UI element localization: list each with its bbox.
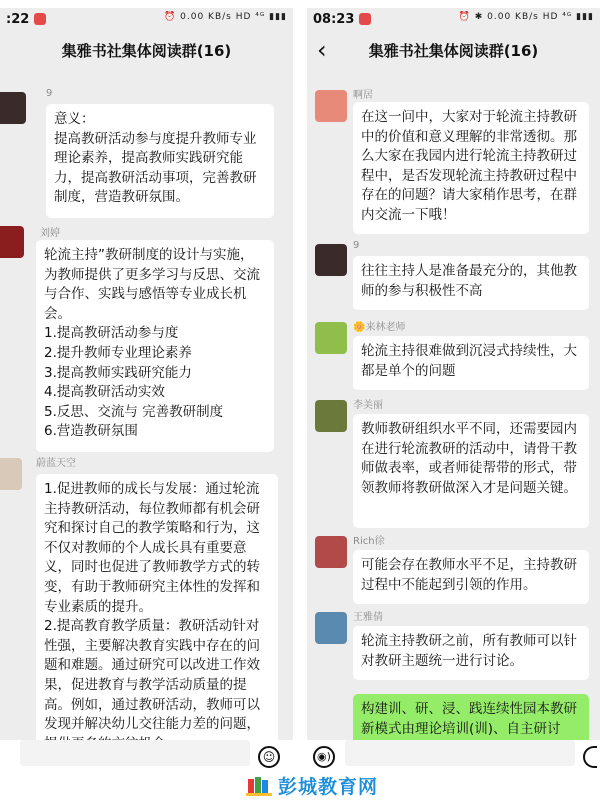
emoji-icon[interactable]: ☺ <box>258 746 280 768</box>
left-chat-screen <box>0 8 293 744</box>
sender-name: 🌼来林老师 <box>353 322 406 333</box>
avatar[interactable] <box>0 92 26 124</box>
avatar[interactable] <box>0 226 24 258</box>
status-bar <box>0 8 293 30</box>
message-bubble[interactable]: 轮流主持”教研制度的设计与实施，为教师提供了更多学习与反思、交流与合作、实践与感悟等专业成长机会。 1.提高教研活动参与度 2.提升教师专业理论素养 3.提高教师实践研究能力 4.提高教研活动实效 5.反思、交流与 完善教研制度 6.营造教研氛围 <box>36 240 274 452</box>
message-bubble-self[interactable]: 构建训、研、浸、践连续性园本教研新模式由理论培训(训)、自主研讨 <box>353 694 589 758</box>
voice-icon[interactable]: ◉) <box>313 746 335 768</box>
message-bubble[interactable]: 教师教研组织水平不同，还需要园内在进行轮流教研的活动中，请骨干教师做表率，或者师徒帮带的形式，带领教师将教研做深入才是问题关键。 <box>353 414 589 528</box>
message-bubble[interactable]: 1.促进教师的成长与发展：通过轮流主持教研活动，每位教师都有机会研究和探讨自己的教学策略和行为，这不仅对教师的个人成长具有重要意义，同时也促进了教师教学方式的转变，有助于教师研究主体性的发挥和专业素质的提升。 2.提高教育教学质量：教研活动针对性强，主要解决教育实践中存在的问题和难题。通过研究可以改进工作效果，促进教育与教学活动质量的提高。例如，通过教研活动，教师可以发现并解决幼儿交往能力差的问题， <box>36 474 278 774</box>
back-arrow-icon[interactable]: ‹ <box>317 36 327 64</box>
notification-icon <box>359 13 371 25</box>
watermark-text: 彭城教育网 <box>278 776 379 798</box>
chat-title: 集雅书社集体阅读群(16) <box>368 41 539 60</box>
avatar[interactable] <box>0 458 22 490</box>
status-icons: ⏰ ✱ 0.00 KB/s HD ⁴ᴳ ▮▮▮ <box>458 12 594 22</box>
chat-title-bar <box>307 30 600 70</box>
message-bubble[interactable]: 轮流主持很难做到沉浸式持续性，大都是单个的问题 <box>353 336 589 390</box>
avatar[interactable] <box>315 90 347 122</box>
sender-name: 李美丽 <box>353 400 383 411</box>
status-time: :22 <box>6 11 30 27</box>
status-time: 08:23 <box>313 11 355 27</box>
sender-name: 啊居 <box>353 90 373 101</box>
avatar[interactable] <box>315 400 347 432</box>
sender-name: 王雅倩 <box>353 612 383 623</box>
sender-name: Rich徐 <box>353 536 385 547</box>
chat-title-bar <box>0 30 293 70</box>
avatar[interactable] <box>315 322 347 354</box>
message-bubble[interactable]: 往往主持人是准备最充分的，其他教师的参与积极性不高 <box>353 256 589 310</box>
watermark-logo <box>246 772 378 799</box>
chat-title: 集雅书社集体阅读群(16) <box>61 41 232 60</box>
message-bubble[interactable]: 轮流主持教研之前，所有教师可以针对教研主题统一进行讨论。 <box>353 626 589 680</box>
message-input[interactable] <box>20 740 250 766</box>
message-input[interactable] <box>345 740 575 766</box>
status-icons: ⏰ 0.00 KB/s HD ⁴ᴳ ▮▮▮ <box>164 12 287 22</box>
avatar[interactable] <box>315 536 347 568</box>
sender-name: 9 <box>353 240 360 251</box>
logo-icon <box>246 775 274 797</box>
plus-icon[interactable] <box>583 746 597 768</box>
sender-name: 刘婷 <box>40 228 60 239</box>
avatar[interactable] <box>315 244 347 276</box>
avatar[interactable] <box>315 612 347 644</box>
right-chat-screen <box>307 8 600 744</box>
status-bar <box>307 8 600 30</box>
notification-icon <box>34 13 46 25</box>
sender-name: 蔚蓝天空 <box>36 458 76 469</box>
sender-name: 9 <box>46 88 53 99</box>
message-bubble[interactable]: 可能会存在教师水平不足，主持教研过程中不能起到引领的作用。 <box>353 550 589 604</box>
message-bubble[interactable]: 在这一问中，大家对于轮流主持教研中的价值和意义理解的非常透彻。那么大家在我园内进行轮流主持教研过程中，是否发现轮流主持教研过程中存在的问题？请大家稍作思考，在群内交流一下哦！ <box>353 102 589 234</box>
message-bubble[interactable]: 意义： 提高教研活动参与度提升教师专业理论素养，提高教师实践研究能力，提高教研活动事项，完善教研制度，营造教研氛围。 <box>46 104 274 218</box>
